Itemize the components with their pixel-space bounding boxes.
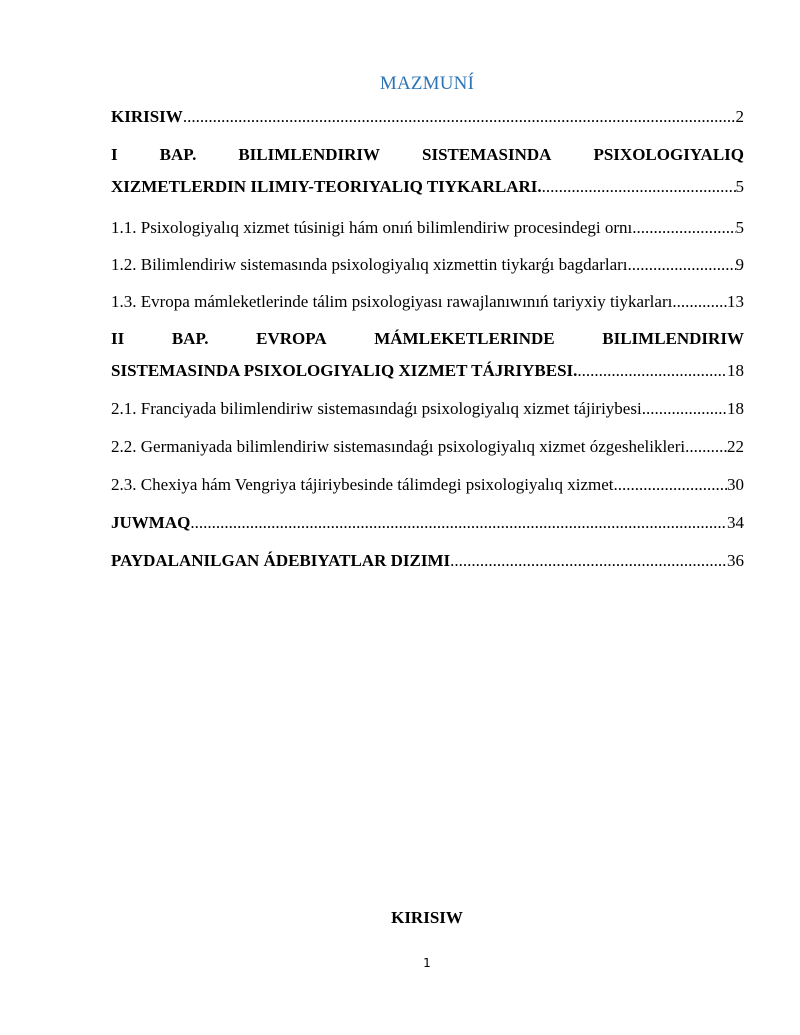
toc-entry-1-2[interactable]	[111, 254, 744, 276]
toc-entry-1-1[interactable]	[111, 217, 744, 239]
toc-entry-page: 36	[727, 551, 744, 570]
toc-entry-page: 18	[727, 399, 744, 418]
toc-entry-page: 30	[727, 475, 744, 494]
heading-word: EVROPA	[256, 329, 327, 348]
heading-word: SISTEMASINDA	[422, 145, 552, 164]
dot-leader	[628, 254, 736, 276]
toc-entry-references[interactable]	[111, 550, 744, 572]
heading-word: BILIMLENDIRIW	[238, 145, 381, 164]
heading-word: MÁMLEKETLERINDE	[374, 329, 555, 348]
toc-entry-page: 9	[735, 255, 744, 274]
dot-leader	[577, 360, 727, 382]
heading-word: BILIMLENDIRIW	[602, 329, 744, 348]
heading-word: BAP.	[171, 329, 209, 348]
toc-entry-page: 2	[735, 107, 744, 126]
toc-entry-juwmaq[interactable]	[111, 512, 744, 534]
toc-entry-text: XIZMETLERDIN ILIMIY-TEORIYALIQ TIYKARLARI.	[111, 177, 542, 196]
toc-entry-line	[111, 144, 744, 166]
toc-entry-page: 13	[727, 292, 744, 311]
toc-entry-page: 5	[735, 218, 744, 237]
toc-entry-2-1[interactable]	[111, 398, 744, 420]
dot-leader	[632, 217, 735, 239]
dot-leader	[642, 398, 727, 420]
heading-word: I	[111, 145, 118, 164]
dot-leader	[183, 106, 736, 128]
toc-entry-text: 2.3. Chexiya hám Vengriya tájiriybesinde tálimdegi psixologiyalıq xizmet	[111, 475, 614, 494]
toc-entry-line	[111, 328, 744, 350]
toc-entry-text: 1.1. Psixologiyalıq xizmet túsinigi hám onıń bilimlendiriw procesindegi ornı	[111, 218, 633, 237]
dot-leader	[190, 512, 727, 534]
heading-word: BAP.	[159, 145, 197, 164]
toc-entry-2-2[interactable]	[111, 436, 744, 458]
toc-entry-2-3[interactable]	[111, 474, 744, 496]
dot-leader	[614, 474, 727, 496]
page-number: 1	[423, 956, 431, 970]
toc-entry-text: SISTEMASINDA PSIXOLOGIYALIQ XIZMET TÁJRIYBESI.	[111, 361, 578, 380]
toc-entry-kirisiw[interactable]	[111, 106, 744, 128]
toc-entry-text: 2.1. Franciyada bilimlendiriw sistemasındaǵı psixologiyalıq xizmet tájiriybesi	[111, 399, 642, 418]
dot-leader	[542, 176, 736, 198]
toc-entry-page: 5	[735, 177, 744, 196]
toc-entry-text: 2.2. Germaniyada bilimlendiriw sistemasındaǵı psixologiyalıq xizmet ózgeshelikleri.	[111, 437, 690, 456]
section-heading: KIRISIW	[391, 908, 463, 927]
toc-entry-page: 34	[727, 513, 744, 532]
dot-leader	[689, 436, 727, 458]
table-of-contents-title: MAZMUNÍ	[379, 73, 475, 94]
toc-entry-text: JUWMAQ	[111, 513, 191, 532]
toc-entry-page: 18	[727, 361, 744, 380]
toc-entry-1-3[interactable]	[111, 291, 744, 313]
toc-entry-text: KIRISIW	[111, 107, 183, 126]
dot-leader	[677, 291, 727, 313]
heading-word: II	[111, 329, 125, 348]
toc-entry-text: PAYDALANILGAN ÁDEBIYATLAR DIZIMI	[111, 551, 451, 570]
toc-entry-chapter-1[interactable]	[111, 144, 744, 198]
toc-entry-page: 22	[727, 437, 744, 456]
toc-entry-text: 1.2. Bilimlendiriw sistemasında psixologiyalıq xizmettin tiykarǵı bagdarları	[111, 255, 628, 274]
toc-entry-text: 1.3. Evropa mámleketlerinde tálim psixologiyası rawajlanıwınıń tariyxiy tiykarları.	[111, 292, 677, 311]
heading-word: PSIXOLOGIYALIQ	[593, 145, 744, 164]
toc-entry-chapter-2[interactable]	[111, 328, 744, 382]
dot-leader	[450, 550, 727, 572]
